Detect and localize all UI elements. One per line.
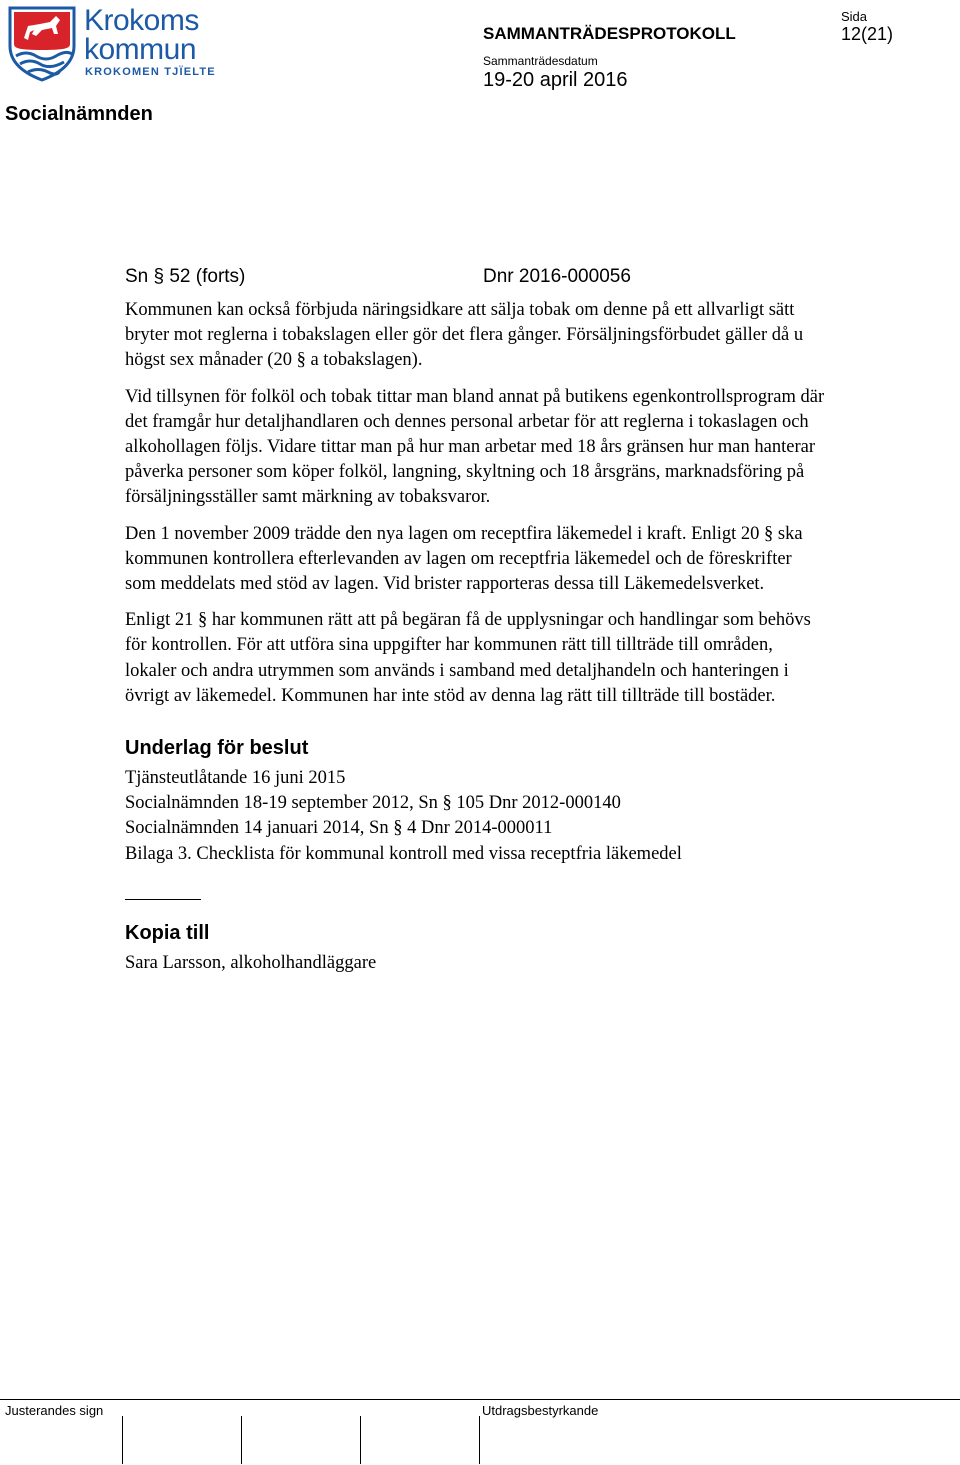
signature-divider [360,1416,361,1464]
page-number: 12(21) [841,24,894,44]
basis-item: Bilaga 3. Checklista för kommunal kontroll med vissa receptfria läkemedel [125,843,682,864]
signature-divider [241,1416,242,1464]
basis-item: Socialnämnden 14 januari 2014, Sn § 4 Dnr 2014-000011 [125,818,553,839]
adjuster-sign-label: Justerandes sign [5,1403,104,1418]
meeting-date-label: Sammanträdesdatum [483,54,598,68]
municipality-logo [6,4,216,82]
signature-footer [0,1399,960,1465]
basis-list [125,766,825,867]
copy-recipient: Sara Larsson, alkoholhandläggare [125,952,377,973]
department-name: Socialnämnden [5,103,153,125]
paragraph-heading [125,266,825,294]
basis-item: Socialnämnden 18-19 september 2012, Sn § 105 Dnr 2012-000140 [125,793,621,814]
body-paragraph: Den 1 november 2009 trädde den nya lagen om receptfira läkemedel i kraft. Enligt 20 § ska kommunen kontrollera efterlevanden av lagen om receptfria läkemedel och de föreskrifter som meddelats med stöd av lagen. Vid brister rapporteras dessa till Läkemedelsverket. [125,523,803,595]
basis-heading: Underlag för beslut [125,737,309,760]
extract-certification-label: Utdragsbestyrkande [482,1403,599,1418]
signature-divider [122,1416,123,1464]
logo-name-line1: Krokoms [84,4,199,37]
logo-name-line2: kommun [84,33,197,66]
page-label: Sida [841,9,868,24]
document-type: SAMMANTRÄDESPROTOKOLL [483,24,736,43]
paragraph-text [125,298,825,709]
basis-item: Tjänsteutlåtande 16 juni 2015 [125,768,346,789]
coat-of-arms-icon [6,4,78,82]
paragraph-number: Sn § 52 (forts) [125,266,246,287]
protocol-body [125,266,825,976]
body-paragraph: Kommunen kan också förbjuda näringsidkare att sälja tobak om denne på ett allvarligt sätt bryter mot reglerna i tobakslagen eller gör det flera gånger. Försäljningsförbudet gäller då u högst sex månader (20 § a tobakslagen). [125,300,804,371]
case-number: Dnr 2016-000056 [483,266,631,287]
logo-subtitle: KROKOMEN TJÏELTE [85,66,216,78]
body-paragraph: Vid tillsynen för folköl och tobak tittar man bland annat på butikens egenkontrollsprogram där det framgår hur detaljhandlaren och dennes personal arbetar för att reglerna i tokaslagen och alkohollagen följs. Vidare tittar man på hur man arbetar med 18 års gränsen hur man hanterar påverka personer som köper folköl, langning, skyltning och 18 årsgräns, marknadsföring på försäljningsställer samt märkning av tobaksvaror. [125,386,825,508]
signature-divider [479,1416,480,1464]
meeting-date: 19-20 april 2016 [483,69,628,91]
copy-heading: Kopia till [125,921,210,944]
separator-rule [125,899,201,900]
body-paragraph: Enligt 21 § har kommunen rätt att på begäran få de upplysningar och handlingar som behövs för kontrollen. För att utföra sina uppgifter har kommunen rätt till tillträde till områden, lokaler och andra utrymmen som används i samband med detaljhandeln och hanteringen i övrigt av läkemedel. Kommunen har inte stöd av denna lag rätt till tillträde till bostäder. [125,610,811,706]
